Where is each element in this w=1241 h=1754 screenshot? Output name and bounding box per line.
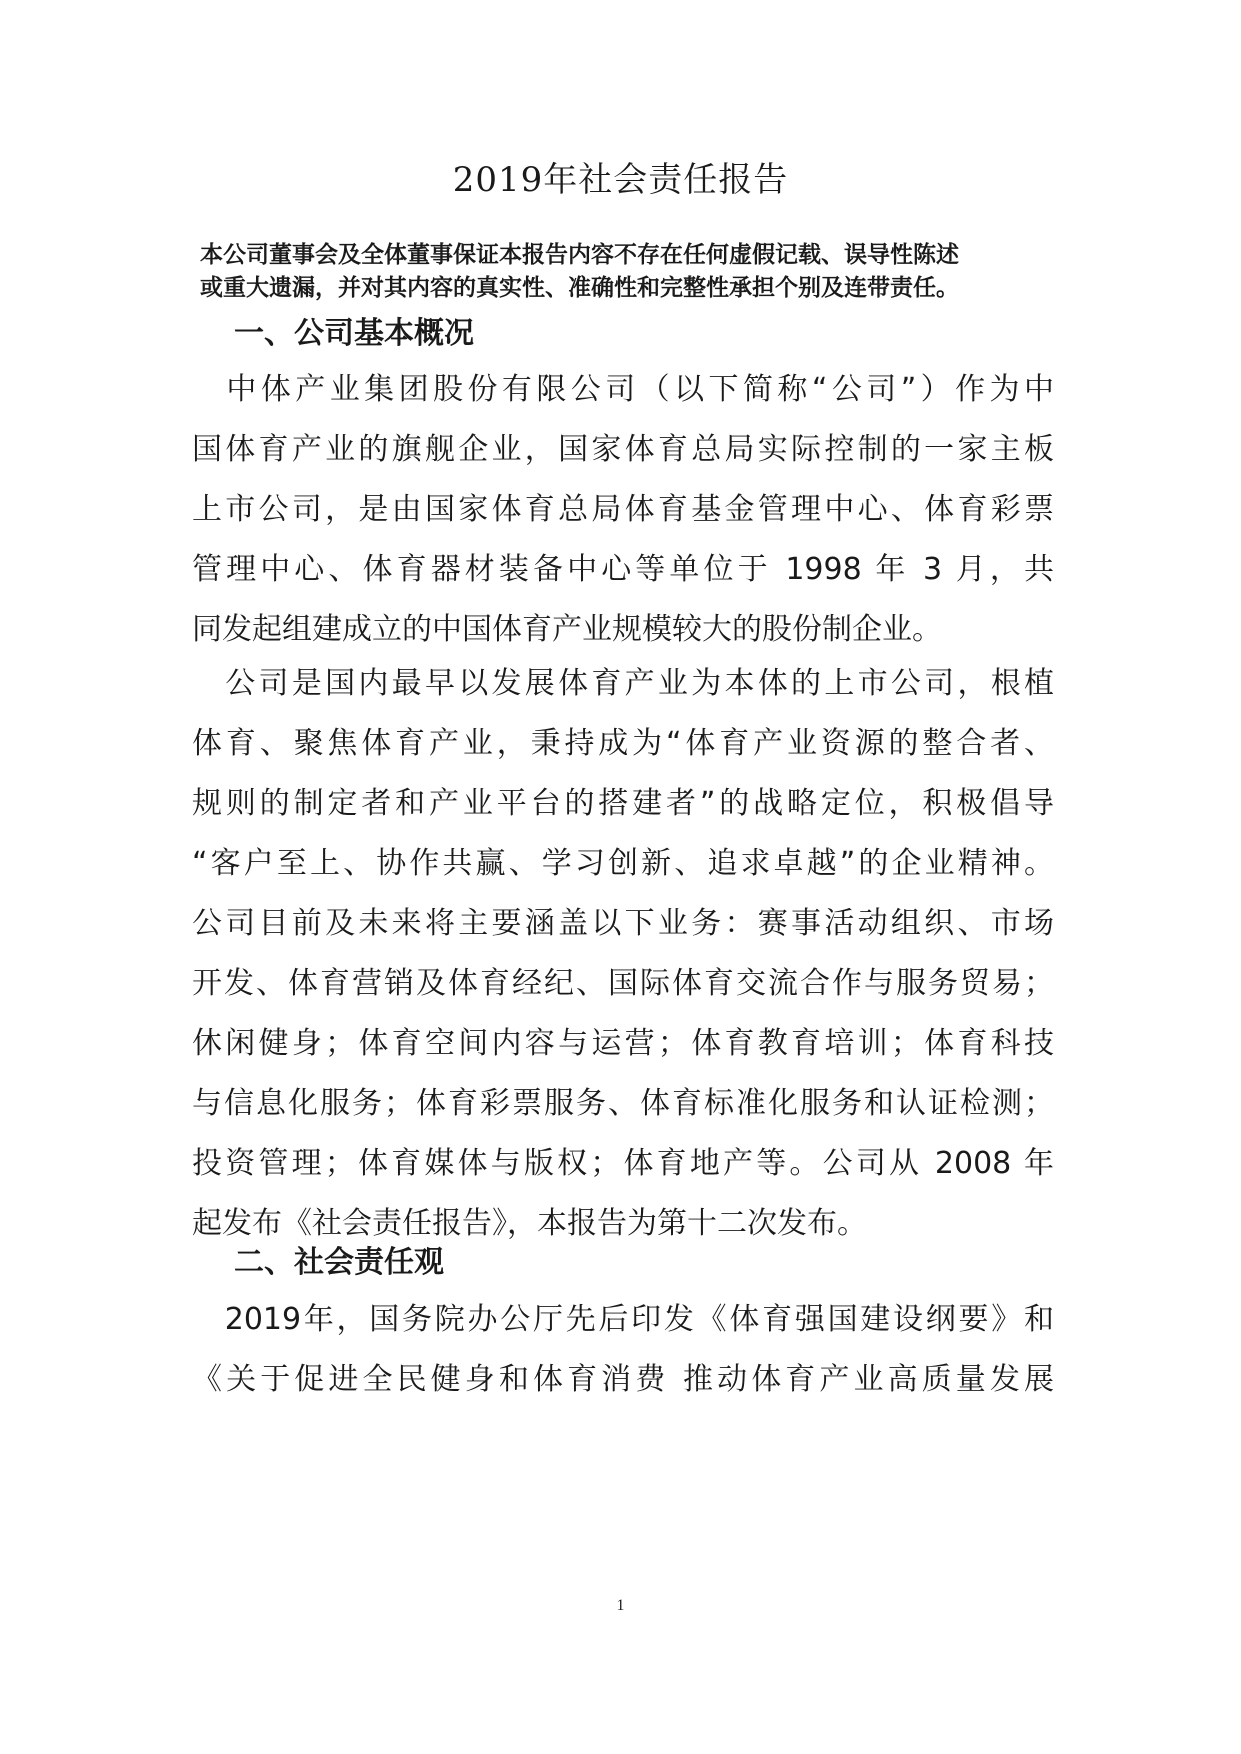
paragraph-line: 中体产业集团股份有限公司（以下简称“公司”）作为中 bbox=[192, 372, 1054, 407]
paragraph-line: 管理中心、体育器材装备中心等单位于 1998 年 3 月，共 bbox=[192, 552, 1054, 587]
paragraph-line: 体育、聚焦体育产业，秉持成为“体育产业资源的整合者、 bbox=[192, 726, 1054, 761]
paragraph-line: 起发布《社会责任报告》，本报告为第十二次发布。 bbox=[192, 1206, 867, 1241]
paragraph-line: 国体育产业的旗舰企业，国家体育总局实际控制的一家主板 bbox=[192, 432, 1054, 467]
paragraph-line: 规则的制定者和产业平台的搭建者”的战略定位，积极倡导 bbox=[192, 786, 1054, 821]
paragraph-line: 《关于促进全民健身和体育消费 推动体育产业高质量发展 bbox=[192, 1362, 1054, 1397]
paragraph-line: 公司目前及未来将主要涵盖以下业务：赛事活动组织、市场 bbox=[192, 906, 1054, 941]
paragraph-line: “客户至上、协作共赢、学习创新、追求卓越”的企业精神。 bbox=[192, 846, 1054, 881]
paragraph-line: 休闲健身；体育空间内容与运营；体育教育培训；体育科技 bbox=[192, 1026, 1054, 1061]
disclaimer-line: 或重大遗漏，并对其内容的真实性、准确性和完整性承担个别及连带责任。 bbox=[200, 275, 959, 301]
paragraph-line: 公司是国内最早以发展体育产业为本体的上市公司，根植 bbox=[192, 666, 1054, 701]
page-number: 1 bbox=[616, 1597, 625, 1614]
report-title: 2019年社会责任报告 bbox=[452, 160, 789, 200]
paragraph-line: 开发、体育营销及体育经纪、国际体育交流合作与服务贸易； bbox=[192, 966, 1054, 1001]
paragraph-line: 与信息化服务；体育彩票服务、体育标准化服务和认证检测； bbox=[192, 1086, 1054, 1121]
paragraph-social-responsibility bbox=[192, 1290, 1054, 1410]
board-disclaimer bbox=[200, 239, 1040, 305]
paragraph-company-business bbox=[192, 654, 1054, 1254]
paragraph-line: 2019年，国务院办公厅先后印发《体育强国建设纲要》和 bbox=[192, 1302, 1054, 1337]
disclaimer-line: 本公司董事会及全体董事保证本报告内容不存在任何虚假记载、误导性陈述 bbox=[200, 242, 959, 268]
paragraph-line: 投资管理；体育媒体与版权；体育地产等。公司从 2008 年 bbox=[192, 1146, 1054, 1181]
paragraph-line: 同发起组建成立的中国体育产业规模较大的股份制企业。 bbox=[192, 612, 942, 647]
paragraph-line: 上市公司，是由国家体育总局体育基金管理中心、体育彩票 bbox=[192, 492, 1054, 527]
paragraph-company-intro bbox=[192, 360, 1054, 660]
section-heading-company-overview: 一、公司基本概况 bbox=[234, 316, 474, 351]
section-heading-social-responsibility: 二、社会责任观 bbox=[234, 1245, 444, 1280]
